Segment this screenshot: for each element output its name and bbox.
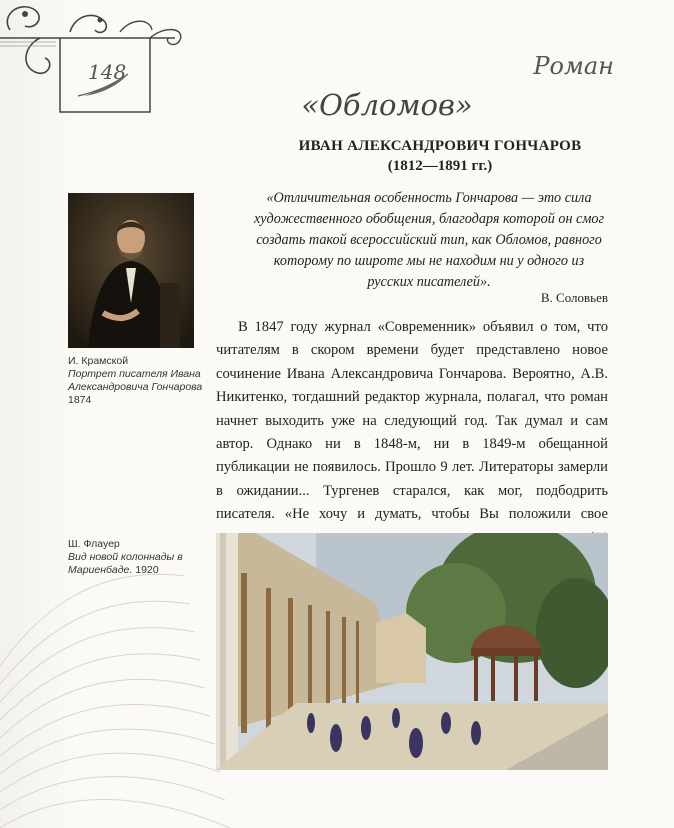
open-book-decoration-icon [0,560,240,828]
colonnade-painting [216,533,608,770]
portrait-painting [68,193,194,348]
page-number: 148 [88,60,127,84]
colonnade-artist: Ш. Флауер [68,538,120,550]
chapter-title: «Обломов» [301,88,473,122]
colonnade-year: 1920 [135,564,159,576]
colonnade-title-text: Вид новой колоннады в Мариенбаде. [68,551,183,576]
epigraph-quote: «Отличительная особенность Гончарова — это сила художественного обобщения, благодаря которой он смог создать такой всероссийский тип, как Обломов, равного которому по широте мы не находим ни у одного из русских писателей». [253,190,605,290]
portrait-caption [68,355,208,407]
portrait-year: 1874 [68,394,92,406]
portrait-title: Портрет писателя Ивана Александровича Гончарова [68,368,203,393]
main-paragraph: В 1847 году журнал «Современник» объявил о том, что читателям в скором времени будет представлено новое сочинение Ивана Александровича Гончарова. Вероятно, А.В. Никитенко, тогдашний редактор журнала, полагал, что роман начнет выходить уже на следующий год. Так думал и сам автор. Однако ни в 1848-м, ни в 1849-м обещанной публикации не появилось. Прошло 9 лет. Литераторы замерли в ожидании... Тургенев старался, как мог, подбодрить писателя. «Не хочу и думать, чтобы Вы положили свое [216,319,608,523]
section-label: Роман [533,52,614,80]
author-name: ИВАН АЛЕКСАНДРОВИЧ ГОНЧАРОВ [298,138,582,154]
author-dates: (1812—1891 гг.) [387,158,493,174]
portrait-artist: И. Крамской [68,355,129,367]
epigraph-author: В. Соловьев [540,290,608,305]
